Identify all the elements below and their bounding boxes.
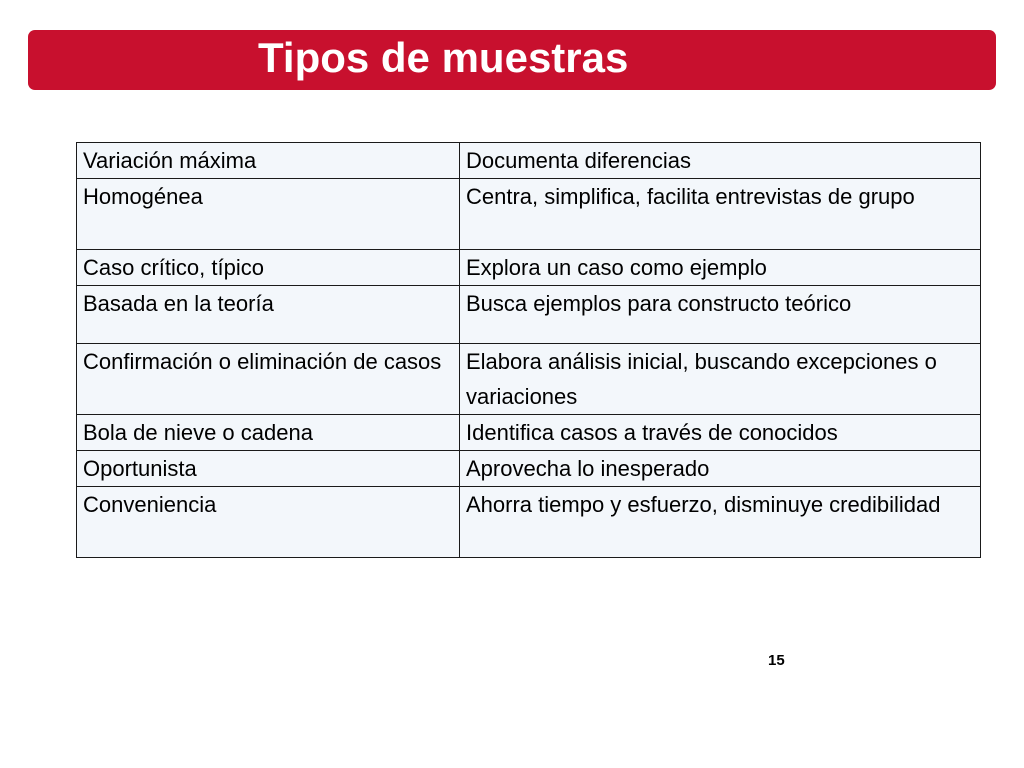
sample-type-cell: Basada en la teoría	[77, 286, 460, 344]
slide-title: Tipos de muestras	[258, 34, 629, 81]
sample-description-cell: Explora un caso como ejemplo	[460, 250, 981, 286]
sample-description-cell: Documenta diferencias	[460, 143, 981, 179]
sample-type-cell: Confirmación o eliminación de casos	[77, 344, 460, 415]
sampling-types-table	[76, 142, 981, 558]
table-row	[77, 415, 981, 451]
sample-description-cell: Centra, simplifica, facilita entrevistas de grupo	[460, 179, 981, 250]
sample-description-cell: Aprovecha lo inesperado	[460, 451, 981, 487]
table-row	[77, 143, 981, 179]
table-row	[77, 179, 981, 250]
page-number: 15	[768, 652, 785, 669]
table-row	[77, 250, 981, 286]
sample-type-cell: Variación máxima	[77, 143, 460, 179]
table-row	[77, 487, 981, 558]
sample-type-cell: Homogénea	[77, 179, 460, 250]
table-row	[77, 286, 981, 344]
sample-description-cell: Ahorra tiempo y esfuerzo, disminuye credibilidad	[460, 487, 981, 558]
sample-type-cell: Caso crítico, típico	[77, 250, 460, 286]
sample-type-cell: Oportunista	[77, 451, 460, 487]
table-row	[77, 451, 981, 487]
sample-description-cell: Elabora análisis inicial, buscando excepciones o variaciones	[460, 344, 981, 415]
sample-type-cell: Bola de nieve o cadena	[77, 415, 460, 451]
sample-description-cell: Busca ejemplos para constructo teórico	[460, 286, 981, 344]
table-row	[77, 344, 981, 415]
sample-type-cell: Conveniencia	[77, 487, 460, 558]
sample-description-cell: Identifica casos a través de conocidos	[460, 415, 981, 451]
